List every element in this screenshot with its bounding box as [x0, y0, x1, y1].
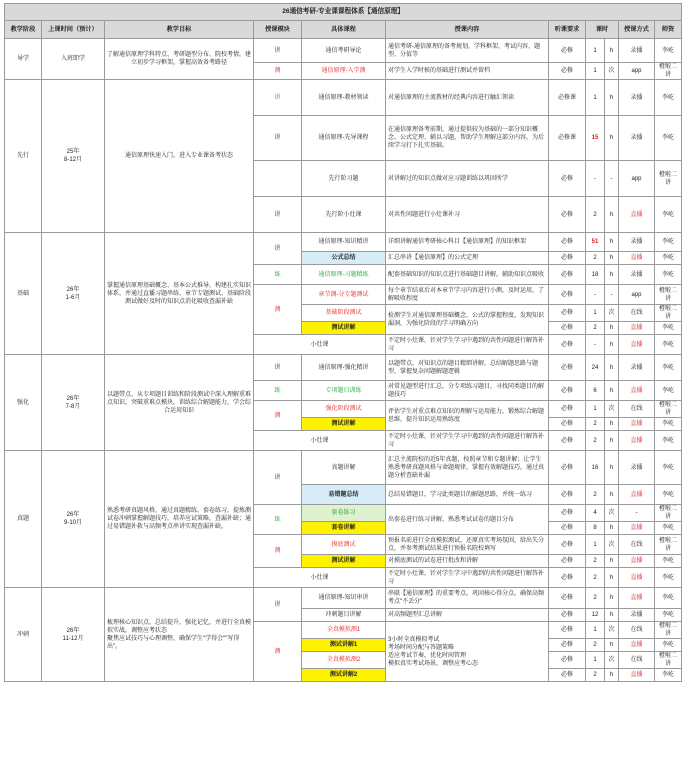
teacher-cell: 橙啦二讲: [655, 505, 682, 522]
course-cell: 强化阶段测试: [302, 401, 386, 418]
course-cell: 通信原理-教材领读: [302, 80, 386, 116]
hours-cell: 1: [586, 535, 605, 555]
hours-cell: 1: [586, 305, 605, 322]
course-cell: 通信原理-知识串讲: [302, 588, 386, 609]
teacher-cell: 李屹: [655, 197, 682, 233]
content-cell: 对高频题型汇总讲解: [386, 609, 549, 622]
unit-cell: 次: [605, 305, 619, 322]
course-cell: 先行阶小灶课: [302, 197, 386, 233]
time-guide: 入班即学: [42, 39, 105, 80]
req-cell: 必修: [549, 355, 586, 381]
unit-cell: h: [605, 555, 619, 568]
teacher-cell: 橙啦二讲: [655, 305, 682, 322]
time-sprint: [42, 588, 105, 682]
unit-cell: -: [605, 161, 619, 197]
req-cell: 必修: [549, 652, 586, 669]
req-cell: 必修: [549, 451, 586, 485]
unit-cell: h: [605, 252, 619, 265]
course-cell: 通信考研导论: [302, 39, 386, 63]
goal-real: 熟悉考研真题风格，通过真题精练、套卷练习，提炼测试卷冲刺掌握解题技巧，培养应试策略，查漏补缺；通过易错题补救与高频考点串讲实现查漏补缺。: [105, 451, 254, 588]
unit-cell: h: [605, 639, 619, 652]
course-cell: 测试讲解: [302, 322, 386, 335]
req-cell: 必修: [549, 588, 586, 609]
mode-cell: app: [619, 161, 655, 197]
mode-cell: 录播: [619, 39, 655, 63]
module-cell: 讲: [254, 80, 302, 116]
teacher-cell: 李屹: [655, 431, 682, 451]
unit-cell: h: [605, 568, 619, 588]
req-cell: 必修: [549, 322, 586, 335]
hours-cell: 12: [586, 609, 605, 622]
hours-cell: 2: [586, 669, 605, 682]
hours-cell: 1: [586, 39, 605, 63]
module-cell: 测: [254, 401, 302, 431]
hours-cell: 6: [586, 381, 605, 401]
mode-cell: 直播: [619, 252, 655, 265]
mode-cell: 录播: [619, 265, 655, 285]
header-mode: 授课方式: [619, 21, 655, 39]
content-cell: 总结易错题目，学习此类题目的解题思路，并统一练习: [386, 485, 549, 505]
time-pre: [42, 80, 105, 233]
hours-cell: 1: [586, 80, 605, 116]
mode-cell: 在线: [619, 305, 655, 322]
teacher-cell: 李屹: [655, 522, 682, 535]
course-cell: 通信原理-知识精讲: [302, 233, 386, 252]
time-strong: [42, 355, 105, 451]
hours-cell: 1: [586, 63, 605, 80]
header-course: 具体课程: [302, 21, 386, 39]
time-year: 26年: [66, 512, 80, 518]
req-cell: 必修: [549, 335, 586, 355]
course-cell: 通信原理-习题精练: [302, 265, 386, 285]
mode-cell: 直播: [619, 335, 655, 355]
unit-cell: 次: [605, 401, 619, 418]
mode-cell: 直播: [619, 639, 655, 652]
course-cell: 小灶课: [254, 568, 386, 588]
course-cell: 套卷讲解: [302, 522, 386, 535]
req-cell: 必修: [549, 568, 586, 588]
mode-cell: 直播: [619, 522, 655, 535]
time-month: 7-8月: [65, 403, 81, 410]
header-stage: 教学阶段: [5, 21, 42, 39]
header-module: 授课模块: [254, 21, 302, 39]
content-cell: 出套卷进行练习讲解，熟悉考试试卷的题目分布: [386, 505, 549, 535]
req-cell: 必修: [549, 669, 586, 682]
hours-cell: 1: [586, 401, 605, 418]
course-cell: 小灶课: [254, 335, 386, 355]
stage-strong: 强化: [5, 355, 42, 451]
mode-cell: 直播: [619, 588, 655, 609]
req-cell: 必修: [549, 265, 586, 285]
req-cell: 必修: [549, 522, 586, 535]
goal-guide: 了解通信原理学科特点、考研题型分布、院校考情，建立初步学习框架，掌握高效备考路径: [105, 39, 254, 80]
stage-sprint: 冲刺: [5, 588, 42, 682]
module-cell: 测: [254, 285, 302, 335]
teacher-cell: 李屹: [655, 381, 682, 401]
teacher-cell: 李屹: [655, 639, 682, 652]
course-cell: 摸底测试: [302, 535, 386, 555]
unit-cell: h: [605, 609, 619, 622]
hours-cell: -: [586, 335, 605, 355]
course-cell: 通信原理-入学测: [302, 63, 386, 80]
teacher-cell: 李屹: [655, 116, 682, 161]
unit-cell: h: [605, 80, 619, 116]
course-cell: 测试讲解: [302, 418, 386, 431]
req-cell: 必修: [549, 63, 586, 80]
content-cell: 以题带点，对知识点的题目精细讲解，总结解题思路与题型，掌握复杂问题解题逻辑: [386, 355, 549, 381]
unit-cell: h: [605, 418, 619, 431]
content-cell: 对通信原理的主流教材的经典内容进行触汇领读: [386, 80, 549, 116]
req-cell: 必修: [549, 401, 586, 418]
mode-cell: 录播: [619, 355, 655, 381]
header-time: 上课时间（预计）: [42, 21, 105, 39]
hours-cell: 2: [586, 431, 605, 451]
hours-cell: 18: [586, 265, 605, 285]
teacher-cell: 李屹: [655, 322, 682, 335]
hours-cell: 2: [586, 639, 605, 652]
teacher-cell: 李屹: [655, 568, 682, 588]
req-cell: 必修: [549, 485, 586, 505]
header-hours: 课时: [586, 21, 619, 39]
mode-cell: 直播: [619, 431, 655, 451]
module-cell: 讲: [254, 233, 302, 265]
req-cell: 必修: [549, 233, 586, 252]
content-cell: 详细讲解通信考研核心科目【通信原理】的知识框架: [386, 233, 549, 252]
teacher-cell: 李屹: [655, 669, 682, 682]
module-cell: 讲: [254, 588, 302, 622]
content-cell: 在通信原理备考前期，通过提供较为基础的一部分知识概念、公式定理、辅以习题，帮助学生理解这部分内容，为后续学习打下扎实基础。: [386, 116, 549, 161]
stage-real: 真题: [5, 451, 42, 588]
teacher-cell: 橙啦二讲: [655, 622, 682, 639]
req-cell: 必修: [549, 418, 586, 431]
content-cell: 汇总串讲【通信原理】的公式定理: [386, 252, 549, 265]
module-cell: 测: [254, 622, 302, 682]
mode-cell: 直播: [619, 322, 655, 335]
teacher-cell: 李屹: [655, 609, 682, 622]
goal-pre: 通信原理快速入门，进入专业课备考状态: [105, 80, 254, 233]
teacher-cell: 李屹: [655, 80, 682, 116]
hours-cell: 2: [586, 197, 605, 233]
time-month: 8-12月: [63, 157, 82, 163]
course-cell: 小灶课: [254, 431, 386, 451]
teacher-cell: 橙啦二讲: [655, 161, 682, 197]
req-cell: 必修课: [549, 80, 586, 116]
header-teacher: 师资: [655, 21, 682, 39]
teacher-cell: 橙啦二讲: [655, 401, 682, 418]
unit-cell: h: [605, 265, 619, 285]
header-requirement: 听课要求: [549, 21, 586, 39]
module-cell: [254, 161, 302, 197]
module-cell: 练: [254, 505, 302, 535]
mode-cell: 录播: [619, 451, 655, 485]
teacher-cell: 李屹: [655, 335, 682, 355]
mode-cell: 直播: [619, 555, 655, 568]
mode-cell: app: [619, 285, 655, 305]
time-month: 9-10月: [63, 520, 82, 526]
req-cell: 必修: [549, 622, 586, 639]
req-cell: 必修: [549, 535, 586, 555]
unit-cell: h: [605, 322, 619, 335]
unit-cell: -: [605, 285, 619, 305]
hours-cell: -: [586, 161, 605, 197]
header-content: 授课内容: [386, 21, 549, 39]
req-cell: 必修: [549, 252, 586, 265]
unit-cell: h: [605, 233, 619, 252]
mode-cell: 直播: [619, 568, 655, 588]
unit-cell: h: [605, 451, 619, 485]
hours-cell: 51: [586, 233, 605, 252]
hours-cell: 2: [586, 568, 605, 588]
time-year: 26年: [66, 627, 80, 634]
req-cell: 必修: [549, 285, 586, 305]
module-cell: 讲: [254, 355, 302, 381]
teacher-cell: 李屹: [655, 555, 682, 568]
mode-cell: app: [619, 63, 655, 80]
time-real: [42, 451, 105, 588]
unit-cell: 次: [605, 622, 619, 639]
content-cell: 不定时小灶课，针对学生学习中遇到的共性问题进行解答补习: [386, 568, 549, 588]
module-cell: 讲: [254, 39, 302, 63]
hours-cell: 2: [586, 252, 605, 265]
teacher-cell: 李屹: [655, 451, 682, 485]
hours-cell: 2: [586, 485, 605, 505]
course-cell: 基础阶段测试: [302, 305, 386, 322]
stage-base: 基础: [5, 233, 42, 355]
goal-strong: 以题带点，从专项题目训练和阶段测试中深入理解重难点知识，突破重难点模块，训练综合解题能力，学会综合运用知识: [105, 355, 254, 451]
goal-base: 掌握通信原理基础概念、基本公式推导，构建扎实知识体系，并通过直播习题串练、章节专题测试、基础阶段测试做好及时的知识点消化吸收查漏补缺: [105, 233, 254, 355]
content-cell: 串联【通信原理】的重要考点，巩固核心得分点，确保高频考点"不丢分": [386, 588, 549, 609]
content-cell: 不定时小灶课，针对学生学习中遇到的共性问题进行解答补习: [386, 431, 549, 451]
course-cell: 测试讲解: [302, 555, 386, 568]
content-cell: 预报名前进行全真模拟测试，还原真实考场氛围，给出失分点，并参考测试结果进行预报名院校填写: [386, 535, 549, 555]
hours-cell: 2: [586, 588, 605, 609]
mode-cell: 录播: [619, 233, 655, 252]
req-cell: 必修: [549, 381, 586, 401]
course-cell: 先行阶习题: [302, 161, 386, 197]
teacher-cell: 李屹: [655, 355, 682, 381]
course-cell: 真题讲解: [302, 451, 386, 485]
teacher-cell: 李屹: [655, 265, 682, 285]
unit-cell: 次: [605, 63, 619, 80]
hours-cell: 16: [586, 451, 605, 485]
module-cell: 测: [254, 535, 302, 568]
content-cell: 每个章节结束后对本章节学习内容进行小测，及时运用，了解吸收程度: [386, 285, 549, 305]
mode-cell: 直播: [619, 485, 655, 505]
module-cell: 测: [254, 63, 302, 80]
teacher-cell: 李屹: [655, 485, 682, 505]
hours-cell: 24: [586, 355, 605, 381]
teacher-cell: 李屹: [655, 252, 682, 265]
table-title: 26通信考研-专业课课程体系【通信原理】: [5, 4, 682, 21]
hours-cell: 1: [586, 622, 605, 639]
curriculum-table: [4, 3, 682, 682]
req-cell: 必修: [549, 39, 586, 63]
teacher-cell: 李屹: [655, 233, 682, 252]
header-goal: 教学目标: [105, 21, 254, 39]
req-cell: 必修: [549, 505, 586, 522]
mode-cell: 直播: [619, 418, 655, 431]
module-cell: 讲: [254, 451, 302, 505]
module-cell: 练: [254, 381, 302, 401]
course-cell: 测试讲解2: [302, 669, 386, 682]
mode-cell: 直播: [619, 669, 655, 682]
mode-cell: 直播: [619, 381, 655, 401]
req-cell: 必修: [549, 197, 586, 233]
req-cell: 必修: [549, 305, 586, 322]
mode-cell: 在线: [619, 535, 655, 555]
hours-cell: -: [586, 285, 605, 305]
mode-cell: 录播: [619, 116, 655, 161]
hours-cell: 2: [586, 555, 605, 568]
time-year: 26年: [66, 286, 80, 293]
course-cell: 公式总结: [302, 252, 386, 265]
req-cell: 必修: [549, 639, 586, 652]
teacher-cell: 橙啦二讲: [655, 285, 682, 305]
teacher-cell: 李屹: [655, 418, 682, 431]
teacher-cell: 橙啦二讲: [655, 652, 682, 669]
req-cell: 必修: [549, 555, 586, 568]
hours-cell: 15: [586, 116, 605, 161]
time-year: 26年: [66, 395, 80, 402]
content-cell: 对学生入学时候的基础进行测试并留档: [386, 63, 549, 80]
hours-cell: 2: [586, 418, 605, 431]
req-cell: 必修: [549, 431, 586, 451]
unit-cell: h: [605, 381, 619, 401]
course-cell: 全真模拟测1: [302, 622, 386, 639]
mode-cell: 在线: [619, 622, 655, 639]
time-year: 25年: [66, 149, 80, 155]
teacher-cell: 橙啦二讲: [655, 63, 682, 80]
module-cell: 讲: [254, 197, 302, 233]
content-cell: 配套基础知识的知识点进行基础题目讲解，辅助知识点吸收: [386, 265, 549, 285]
content-cell: 不定时小灶课，针对学生学习中遇到的共性问题进行解答补习: [386, 335, 549, 355]
module-cell: 练: [254, 265, 302, 285]
mode-cell: 在线: [619, 401, 655, 418]
content-cell: 对讲解过的知识点做对应习题训练以巩固所学: [386, 161, 549, 197]
content-cell: 通信考研-通信原理的备考规划，学科框架、考试内容、题型、分值等: [386, 39, 549, 63]
hours-cell: 1: [586, 652, 605, 669]
unit-cell: h: [605, 588, 619, 609]
content-cell: 对共性问题进行小灶课补习: [386, 197, 549, 233]
teacher-cell: 橙啦二讲: [655, 535, 682, 555]
time-base: [42, 233, 105, 355]
mode-cell: 在线: [619, 652, 655, 669]
unit-cell: 次: [605, 535, 619, 555]
hours-cell: 8: [586, 522, 605, 535]
course-cell: 通信原理-强化精讲: [302, 355, 386, 381]
unit-cell: h: [605, 116, 619, 161]
unit-cell: h: [605, 485, 619, 505]
req-cell: 必修: [549, 161, 586, 197]
course-cell: 全真模拟测2: [302, 652, 386, 669]
time-month: 11-12月: [62, 635, 84, 642]
stage-guide: 导学: [5, 39, 42, 80]
unit-cell: h: [605, 39, 619, 63]
req-cell: 必修: [549, 609, 586, 622]
unit-cell: h: [605, 522, 619, 535]
req-cell: 必修课: [549, 116, 586, 161]
content-cell: 汇总主流院校的近5年真题，按照章节和专题讲解；让学生熟悉考研真题风格与命题规律，掌握有效解题技巧，通过真题分析查缺补漏: [386, 451, 549, 485]
content-cell: 评估学生对重点难点知识的理解与运用能力，锻炼综合解题思维，提升知识运用熟练度: [386, 401, 549, 431]
teacher-cell: 李屹: [655, 39, 682, 63]
curriculum-table-wrapper: [4, 3, 681, 682]
unit-cell: h: [605, 669, 619, 682]
content-cell: 对摸底测试的试卷进行批改和讲解: [386, 555, 549, 568]
mode-cell: 录播: [619, 80, 655, 116]
course-cell: 章节测-分专题测试: [302, 285, 386, 305]
goal-sprint: 梳理核心知识点，总结提升，强化记忆，并进行全真模拟实战，调整应考状态 聚焦应试技巧与心理调整，确保学生"学得会""写得出"。: [105, 588, 254, 682]
mode-cell: -: [619, 505, 655, 522]
unit-cell: h: [605, 431, 619, 451]
content-cell: 对常见题型进行汇总，分专项练习题目，寻找同类题目的解题技巧: [386, 381, 549, 401]
mode-cell: 录播: [619, 609, 655, 622]
hours-cell: 2: [586, 322, 605, 335]
time-month: 1-6月: [65, 294, 81, 301]
unit-cell: 次: [605, 505, 619, 522]
stage-pre: 先行: [5, 80, 42, 233]
unit-cell: h: [605, 197, 619, 233]
course-cell: 易错题总结: [302, 485, 386, 505]
course-cell: 冲刺题目讲解: [302, 609, 386, 622]
unit-cell: h: [605, 355, 619, 381]
content-cell: 检测学生对通信原理基础概念、公式的掌握程度，发现知识漏洞，为强化阶段的学习明确方向: [386, 305, 549, 335]
teacher-cell: 李屹: [655, 588, 682, 609]
course-cell: 测试讲解1: [302, 639, 386, 652]
unit-cell: h: [605, 335, 619, 355]
module-cell: 讲: [254, 116, 302, 161]
mode-cell: 直播: [619, 197, 655, 233]
hours-cell: 4: [586, 505, 605, 522]
unit-cell: 次: [605, 652, 619, 669]
content-cell: 3小时全真模拟考试 考场时间分配与答题策略 适应考试节奏，优化时间管理 模拟真实考试场景，调整应考心态: [386, 622, 549, 682]
course-cell: 专项题目训练: [302, 381, 386, 401]
course-cell: 套卷练习: [302, 505, 386, 522]
course-cell: 通信原理-先导课程: [302, 116, 386, 161]
